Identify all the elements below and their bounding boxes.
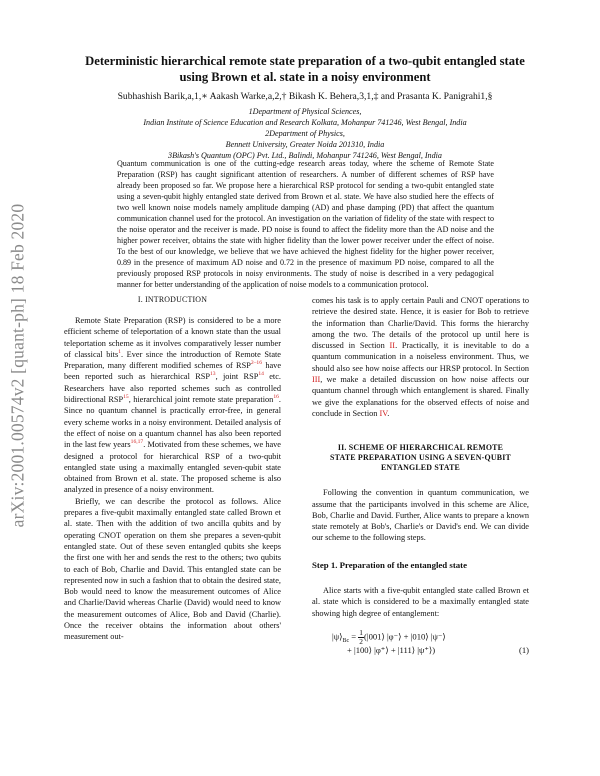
citation-link[interactable]: 16 [273,394,279,401]
intro-paragraph-2: Briefly, we can describe the protocol as follows. Alice prepares a five-qubit maximally entangled state called Brown et al. state. Then with the addition of two ancilla qubits and by operating CNOT operation on them she prepares a seven-qubit entangled state. Out of these seven entangled qubits she keeps the first one with her and sends the rest to the others; two qubits to each of Bob, Charlie and David. This entangled state can be represented now in such a fashion that to obtain the desired state, Bob would need to know the measurement outcomes of Alice and Charlie/David whereas Charlie (David) would need to know the measurement outcomes of Alice, Bob and David (Charlie). Once the receiver obtains the information about others' measurement out- [64,496,281,642]
section-2-heading: II. SCHEME OF HIERARCHICAL REMOTE STATE PREPARATION USING A SEVEN-QUBIT ENTANGLED STATE [330,443,511,473]
citation-link[interactable]: 14 [258,371,264,378]
section-link[interactable]: IV [379,408,388,418]
affiliations [70,106,540,161]
section-2-paragraph-2: Alice starts with a five-qubit entangled state called Brown et al. state which is considered to be a maximally entangled state showing high degree of entanglement: [312,586,529,618]
title-line-2: using Brown et al. state in a noisy environment [179,70,431,84]
title-line-1: Deterministic hierarchical remote state preparation of a two-qubit entangled state [85,54,525,68]
affiliation-line: Bennett University, Greater Noida 201310, India [225,140,385,149]
section-2-paragraph-1: Following the convention in quantum communication, we assume that the participants involved in this scheme are Alice, Bob, Charlie and David. Further, Alice wants to prepare a known state remotely at Bob's, Charlie's or David's end. We can divide our scheme to the following steps. [312,488,529,543]
arxiv-id-text: arXiv:2001.00574v2 [quant-ph] 18 Feb 2020 [7,203,28,527]
citation-link[interactable]: 1 [118,349,121,356]
equation-1 [312,625,529,665]
equation-line-1: $|\psi⟩_{Bc}$ = $\frac{1}{2}$ (|001⟩ |φ⁻⟩ + |010⟩ |ψ⁻⟩ [332,627,446,646]
affiliation-line: Indian Institute of Science Education and Research Kolkata, Mohanpur 741246, West Bengal, India [143,118,467,127]
section-link[interactable]: III [312,375,321,385]
right-column [312,295,529,665]
citation-link[interactable]: 16,17 [130,439,144,446]
affiliation-line: 1Department of Physical Sciences, [248,107,362,116]
affiliation-line: 3Bikash's Quantum (OPC) Pvt. Ltd., Balindi, Mohanpur 741246, West Bengal, India [168,151,442,160]
affiliation-line: 2Department of Physics, [265,129,345,138]
fraction: $\frac{1}{2}$ [359,627,363,646]
author-list: Subhashish Barik,a,1,∗ Aakash Warke,a,2,† Bikash K. Behera,3,1,‡ and Prasanta K. Panigrahi1,§ [117,91,493,102]
section-link[interactable]: II [389,341,396,351]
citation-link[interactable]: 2–16 [250,360,263,367]
step-1-heading: Step 1. Preparation of the entangled state [312,559,467,570]
equation-number: (1) [518,644,529,655]
citation-link[interactable]: 13 [210,371,216,378]
abstract: Quantum communication is one of the cutting-edge research areas today, where the scheme of Remote State Preparation (RSP) has caught significant attention of researchers. A number of different schemes of RSP have already been proposed so far. We propose here a hierarchical RSP protocol for sending a two-qubit entangled state using a seven-qubit highly entangled state derived from Brown et al. state. We have also studied here the effects of two well known noise models namely amplitude damping (AD) and phase damping (PD) that affect the quantum communication channel used for the protocol. An investigation on the variation of fidelity of the state with respect to the noise operator and the receiver is made. PD noise is found to affect the fidelity more than the AD noise and the higher power receiver, obtains the state with higher fidelity than the lower power receiver under the effect of noise. To the best of our knowledge, we believe that we have achieved the highest fidelity for the higher power receiver, 0.89 in the presence of maximum AD noise and 0.72 in the presence of maximum PD noise, compared to all the previously proposed RSP protocols in noisy environments. The study of noise is described in a very pedagogical manner for better understanding of the application of noise models to a communication protocol. [117,159,494,290]
intro-paragraph-1: Remote State Preparation (RSP) is considered to be a more efficient scheme of teleportation of a known state than the usual teleportation scheme as it involves comparatively lesser number of classical bits$^1$. Ever since the introduction of Remote State Preparation, many different modified schemes of RSP$^{2-16}$ have been reported such as hierarchical RSP$^{13}$, joint RSP$^{14}$ etc. Researchers have also reported schemes such as controlled bidirectional RSP$^{15}$, hierarchical joint remote state preparation$^{16}$. Since no quantum channel is practically error-free, in general every scheme works in a noisy environment. Detailed analysis of the effect of noise on a quantum channel has also been reported in the last few years$^{16,17}$. Motivated from these schemes, we have designed a protocol for hierarchical RSP of a two-qubit entangled state using a maximally entangled seven-qubit state obtained from Brown et al. state. The proposed scheme is also analyzed in presence of a noisy environment. [64,316,281,495]
equation-line-2: + |100⟩ |φ⁺⟩ + |111⟩ |ψ⁺⟩) [347,644,436,655]
left-column [64,295,281,643]
intro-paragraph-3: comes his task is to apply certain Pauli and CNOT operations to retrieve the desired state. Hence, it is easier for Bob to retrieve the information than Charlie/David. This forms the hierarchy among the two. The details of the protocol up until here is discussed in Section II. Practically, it is inevitable to do a quantum communication in a noiseless environment. Thus, we should also see how noise affects our HRSP protocol. In Section III, we make a detailed discussion on how noise affects our quantum channel through which entanglement is shared. Finally we give the explanations for the observed effects of noise and conclude in Section IV. [312,296,529,418]
citation-link[interactable]: 15 [123,394,129,401]
section-1-heading: I. INTRODUCTION [137,295,208,304]
arxiv-identifier-stamp [2,130,34,600]
paper-title [70,53,540,85]
